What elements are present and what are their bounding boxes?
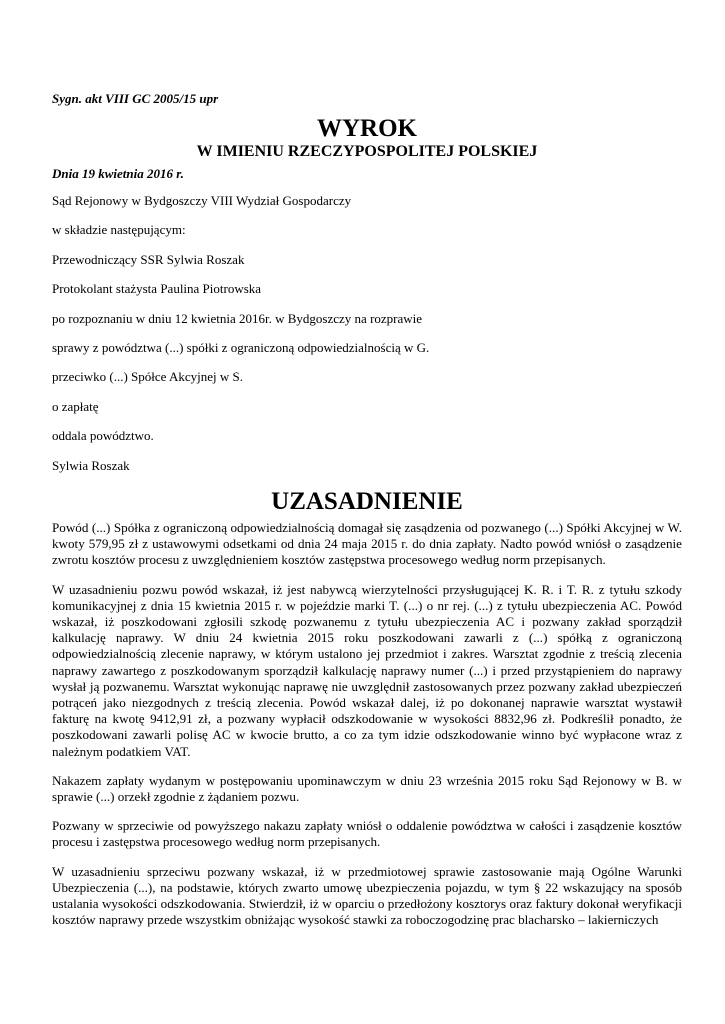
ruling-line: oddala powództwo. (52, 428, 154, 444)
justification-paragraph: W uzasadnieniu pozwu powód wskazał, iż jest nabywcą wierzytelności przysługującej K. R. i T. R. z tytułu szkody komunikacyjnej z dnia 15 kwietnia 2015 r. w pojeździe marki T. (...) o nr rej. (...) z tytułu ubezpieczenia AC. Powód wskazał, iż poszkodowani zgłosili szkodę pozwanemu z tytułu ubezpieczenia AC i pozwany zakład sporządził kalkulację naprawy. W dniu 24 kwietnia 2015 roku poszkodowani zawarli z (...) spółką z ograniczoną odpowiedzialnością zlecenie naprawy, w którym ustalono jej przedmiot i zakres. Warsztat zgodnie z treścią zlecenia naprawy zawartego z poszkodowanym sporządził kalkulację naprawy numer (...) i przed przystąpieniem do naprawy wysłał ją pozwanemu. Warsztat wykonując naprawę nie uwzględnił zastosowanych przez pozwany zakład ubezpieczeń potrąceń jako niezgodnych z treścią zlecenia. Powód wskazał dalej, iż po dokonanej naprawie warsztat wystawił fakturę na kwotę 9412,91 zł, a pozwany wypłacił odszkodowanie w wysokości 8832,96 zł. Podkreślił ponadto, że poszkodowani zawarli polisę AC w kwocie brutto, a co za tym idzie odszkodowanie winno być wypłacone wraz z należnym podatkiem VAT. (52, 581, 682, 759)
document-title: WYROK (317, 115, 417, 142)
verdict-section (52, 193, 682, 474)
presiding-judge: Przewodniczący SSR Sylwia Roszak (52, 251, 245, 267)
justification-paragraph: W uzasadnieniu sprzeciwu pozwany wskazał, iż w przedmiotowej sprawie zastosowanie mają Ogólne Warunki Ubezpieczenia (...), na podstawie, których zwarto umowę ubezpieczenia pojazdu, w tym § 22 wskazujący na sposób ustalania wysokości odszkodowania. Stwierdził, iż w oparciu o przedłożony kosztorys oraz faktury dokonał weryfikacji kosztów naprawy przede wszystkim obniżając wysokość stawki za roboczogodzinę prac blacharsko – lakierniczych (52, 863, 682, 928)
subject-line: o zapłatę (52, 398, 99, 414)
court-clerk: Protokolant stażysta Paulina Piotrowska (52, 281, 262, 297)
verdict-date: Dnia 19 kwietnia 2016 r. (52, 166, 184, 181)
composition-label: w składzie następującym: (52, 222, 186, 238)
justification-paragraph: Powód (...) Spółka z ograniczoną odpowiedzialnością domagał się zasądzenia od pozwanego (...) Spółki Akcyjnej w W. kwoty 579,95 zł z ustawowymi odsetkami od dnia 24 maja 2015 r. do dnia zapłaty. Nadto powód wniósł o zasądzenie zwrotu kosztów procesu z uwzględnieniem kosztów zastępstwa procesowego według norm przepisanych. (52, 519, 682, 568)
justification-heading: UZASADNIENIE (271, 487, 463, 515)
judge-signature: Sylwia Roszak (52, 457, 130, 473)
document-subtitle: W IMIENIU RZECZYPOSPOLITEJ POLSKIEJ (196, 143, 538, 160)
justification-section (52, 520, 682, 928)
defendant-line: przeciwko (...) Spółce Akcyjnej w S. (52, 369, 243, 385)
plaintiff-line: sprawy z powództwa (...) spółki z ograniczoną odpowiedzialnością w G. (52, 339, 430, 355)
hearing-date: po rozpoznaniu w dniu 12 kwietnia 2016r. w Bydgoszczy na rozprawie (52, 310, 423, 326)
justification-paragraph: Nakazem zapłaty wydanym w postępowaniu upominawczym w dniu 23 września 2015 roku Sąd Rejonowy w B. w sprawie (...) orzekł zgodnie z żądaniem pozwu. (52, 772, 682, 804)
court-name: Sąd Rejonowy w Bydgoszczy VIII Wydział Gospodarczy (52, 193, 352, 208)
case-number: Sygn. akt VIII GC 2005/15 upr (52, 91, 219, 106)
justification-paragraph: Pozwany w sprzeciwie od powyższego nakazu zapłaty wniósł o oddalenie powództwa w całości i zasądzenie kosztów procesu i zastępstwa procesowego według norm przepisanych. (52, 818, 682, 850)
